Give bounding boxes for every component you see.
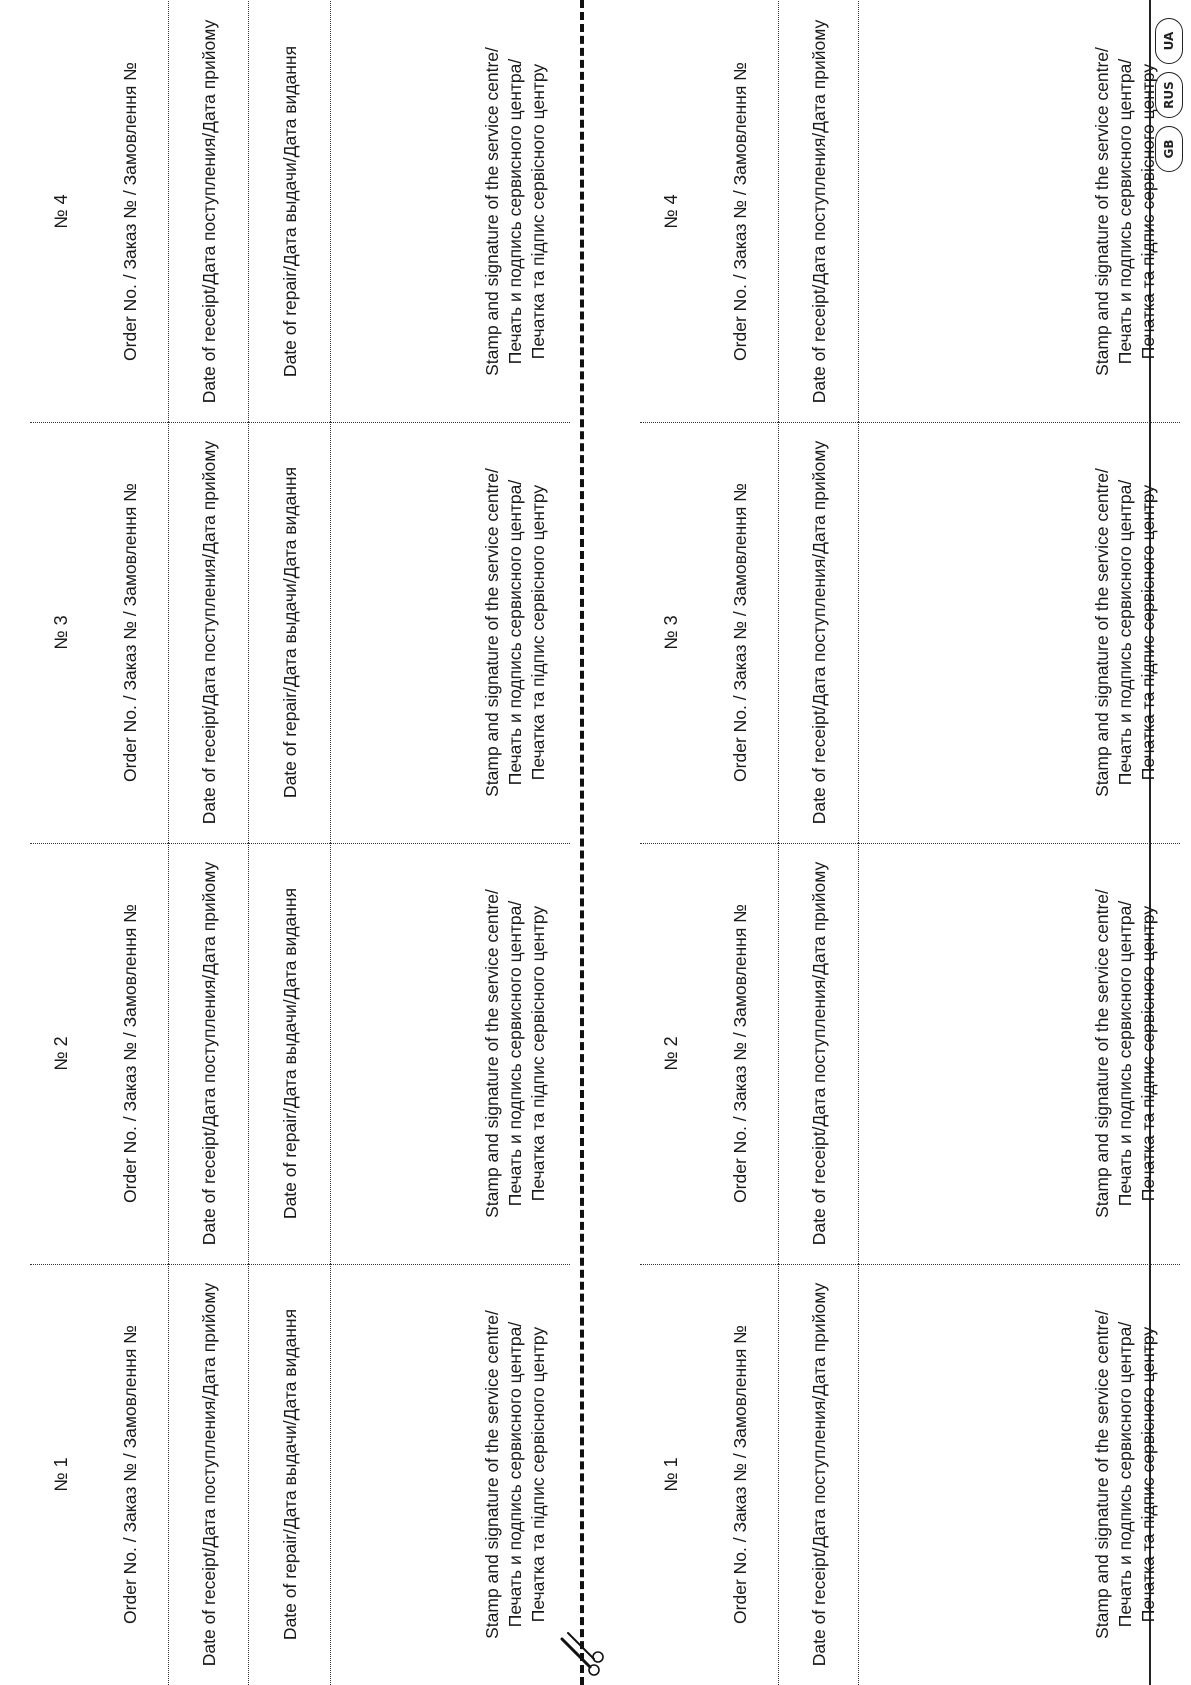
coupon-2: [30, 843, 570, 1264]
coupon-number: № 3: [50, 615, 71, 650]
receipt-date-field[interactable]: [170, 1, 249, 422]
repair-date-label: Date of repair/Дата выдачи/Дата видання: [279, 887, 300, 1220]
stamp-label-ua: Печатка та підпис сервісного центру: [528, 63, 548, 360]
stamp-signature-area[interactable]: [332, 1264, 570, 1685]
receipt-date-label: Date of receipt/Дата поступления/Дата прийому: [808, 1282, 829, 1667]
repair-date-field[interactable]: [250, 843, 331, 1264]
stamp-label-ru: Печать и подпись сервисного центра/: [505, 479, 525, 786]
stamp-label-ru: Печать и подпись сервисного центра/: [505, 900, 525, 1207]
order-number-label: Order No. / Заказ № / Замовлення №: [729, 62, 750, 361]
stamp-label-en: Stamp and signature of the service centre/: [482, 889, 502, 1218]
stamp-label-ua: Печатка та підпис сервісного центру: [528, 484, 548, 781]
order-number-field[interactable]: [702, 1, 779, 422]
receipt-date-label: Date of receipt/Дата поступления/Дата прийому: [808, 19, 829, 404]
repair-date-label: Date of repair/Дата выдачи/Дата видання: [279, 1308, 300, 1641]
column-divider: [30, 422, 570, 423]
order-number-field[interactable]: [92, 1264, 169, 1685]
order-number-label: Order No. / Заказ № / Замовлення №: [119, 62, 140, 361]
stamp-label-ru: Печать и подпись сервисного центра/: [1115, 58, 1135, 365]
receipt-date-field[interactable]: [780, 1264, 859, 1685]
stamp-label-en: Stamp and signature of the service centre/: [1092, 47, 1112, 376]
coupon-number: № 1: [50, 1457, 71, 1492]
receipt-date-field[interactable]: [170, 1264, 249, 1685]
order-number-label: Order No. / Заказ № / Замовлення №: [119, 1325, 140, 1624]
column-divider: [640, 422, 1180, 423]
stamp-label-ua: Печатка та підпис сервісного центру: [1138, 905, 1158, 1202]
stamp-label-en: Stamp and signature of the service centre/: [482, 47, 502, 376]
coupon-number: № 2: [660, 1036, 681, 1071]
receipt-date-label: Date of receipt/Дата поступления/Дата прийому: [198, 440, 219, 825]
column-divider: [30, 1264, 570, 1265]
coupon-number: № 2: [50, 1036, 71, 1071]
coupon-4: [640, 1, 1180, 422]
stamp-label-ua: Печатка та підпис сервісного центру: [1138, 1326, 1158, 1623]
coupon-3: [640, 422, 1180, 843]
receipt-date-label: Date of receipt/Дата поступления/Дата прийому: [808, 861, 829, 1246]
cut-line: [580, 0, 584, 1685]
receipt-date-label: Date of receipt/Дата поступления/Дата прийому: [198, 861, 219, 1246]
order-number-label: Order No. / Заказ № / Замовлення №: [729, 904, 750, 1203]
order-number-label: Order No. / Заказ № / Замовлення №: [119, 904, 140, 1203]
stamp-signature-area[interactable]: [332, 843, 570, 1264]
stamp-signature-area[interactable]: [860, 1264, 1180, 1685]
order-number-field[interactable]: [92, 1, 169, 422]
coupon-stubs-top: [30, 0, 570, 1685]
stamp-signature-area[interactable]: [860, 843, 1180, 1264]
stamp-label-ua: Печатка та підпис сервісного центру: [1138, 484, 1158, 781]
order-number-label: Order No. / Заказ № / Замовлення №: [119, 483, 140, 782]
stamp-label-en: Stamp and signature of the service centre/: [1092, 468, 1112, 797]
stamp-signature-area[interactable]: [860, 422, 1180, 843]
stamp-label-en: Stamp and signature of the service centre/: [1092, 889, 1112, 1218]
receipt-date-field[interactable]: [170, 843, 249, 1264]
coupon-1: [30, 1264, 570, 1685]
receipt-date-field[interactable]: [170, 422, 249, 843]
column-divider: [30, 843, 570, 844]
stamp-label-en: Stamp and signature of the service centre/: [482, 1310, 502, 1639]
language-badge-gb: GB: [1155, 126, 1183, 172]
scissors-icon: [556, 1629, 604, 1679]
repair-date-label: Date of repair/Дата выдачи/Дата видання: [279, 466, 300, 799]
stamp-signature-area[interactable]: [860, 1, 1180, 422]
order-number-label: Order No. / Заказ № / Замовлення №: [729, 1325, 750, 1624]
repair-date-field[interactable]: [250, 422, 331, 843]
receipt-date-field[interactable]: [780, 1, 859, 422]
stamp-label-ru: Печать и подпись сервисного центра/: [1115, 1321, 1135, 1628]
receipt-date-label: Date of receipt/Дата поступления/Дата прийому: [808, 440, 829, 825]
order-number-field[interactable]: [702, 422, 779, 843]
receipt-date-label: Date of receipt/Дата поступления/Дата прийому: [198, 19, 219, 404]
column-divider: [640, 843, 1180, 844]
coupon-4: [30, 1, 570, 422]
stamp-label-ru: Печать и подпись сервисного центра/: [1115, 900, 1135, 1207]
stamp-signature-area[interactable]: [332, 1, 570, 422]
receipt-date-field[interactable]: [780, 422, 859, 843]
coupon-3: [30, 422, 570, 843]
order-number-field[interactable]: [92, 843, 169, 1264]
order-number-label: Order No. / Заказ № / Замовлення №: [729, 483, 750, 782]
coupon-number: № 1: [660, 1457, 681, 1492]
language-badge-rus: RUS: [1155, 72, 1183, 118]
repair-date-field[interactable]: [250, 1, 331, 422]
repair-date-field[interactable]: [250, 1264, 331, 1685]
coupon-2: [640, 843, 1180, 1264]
coupon-number: № 4: [50, 194, 71, 229]
coupon-number: № 4: [660, 194, 681, 229]
column-divider: [640, 1264, 1180, 1265]
stamp-label-en: Stamp and signature of the service centre/: [482, 468, 502, 797]
order-number-field[interactable]: [702, 1264, 779, 1685]
order-number-field[interactable]: [92, 422, 169, 843]
coupon-stubs-bottom: [640, 0, 1180, 1685]
order-number-field[interactable]: [702, 843, 779, 1264]
receipt-date-label: Date of receipt/Дата поступления/Дата прийому: [198, 1282, 219, 1667]
stamp-label-ua: Печатка та підпис сервісного центру: [1138, 63, 1158, 360]
repair-date-label: Date of repair/Дата выдачи/Дата видання: [279, 45, 300, 378]
stamp-label-en: Stamp and signature of the service centre/: [1092, 1310, 1112, 1639]
stamp-label-ua: Печатка та підпис сервісного центру: [528, 905, 548, 1202]
language-badge-ua: UA: [1155, 18, 1183, 64]
stamp-label-ua: Печатка та підпис сервісного центру: [528, 1326, 548, 1623]
receipt-date-field[interactable]: [780, 843, 859, 1264]
stamp-signature-area[interactable]: [332, 422, 570, 843]
language-badges: [1155, 18, 1183, 172]
stamp-label-ru: Печать и подпись сервисного центра/: [1115, 479, 1135, 786]
stamp-label-ru: Печать и подпись сервисного центра/: [505, 58, 525, 365]
coupon-number: № 3: [660, 615, 681, 650]
stamp-label-ru: Печать и подпись сервисного центра/: [505, 1321, 525, 1628]
coupon-1: [640, 1264, 1180, 1685]
